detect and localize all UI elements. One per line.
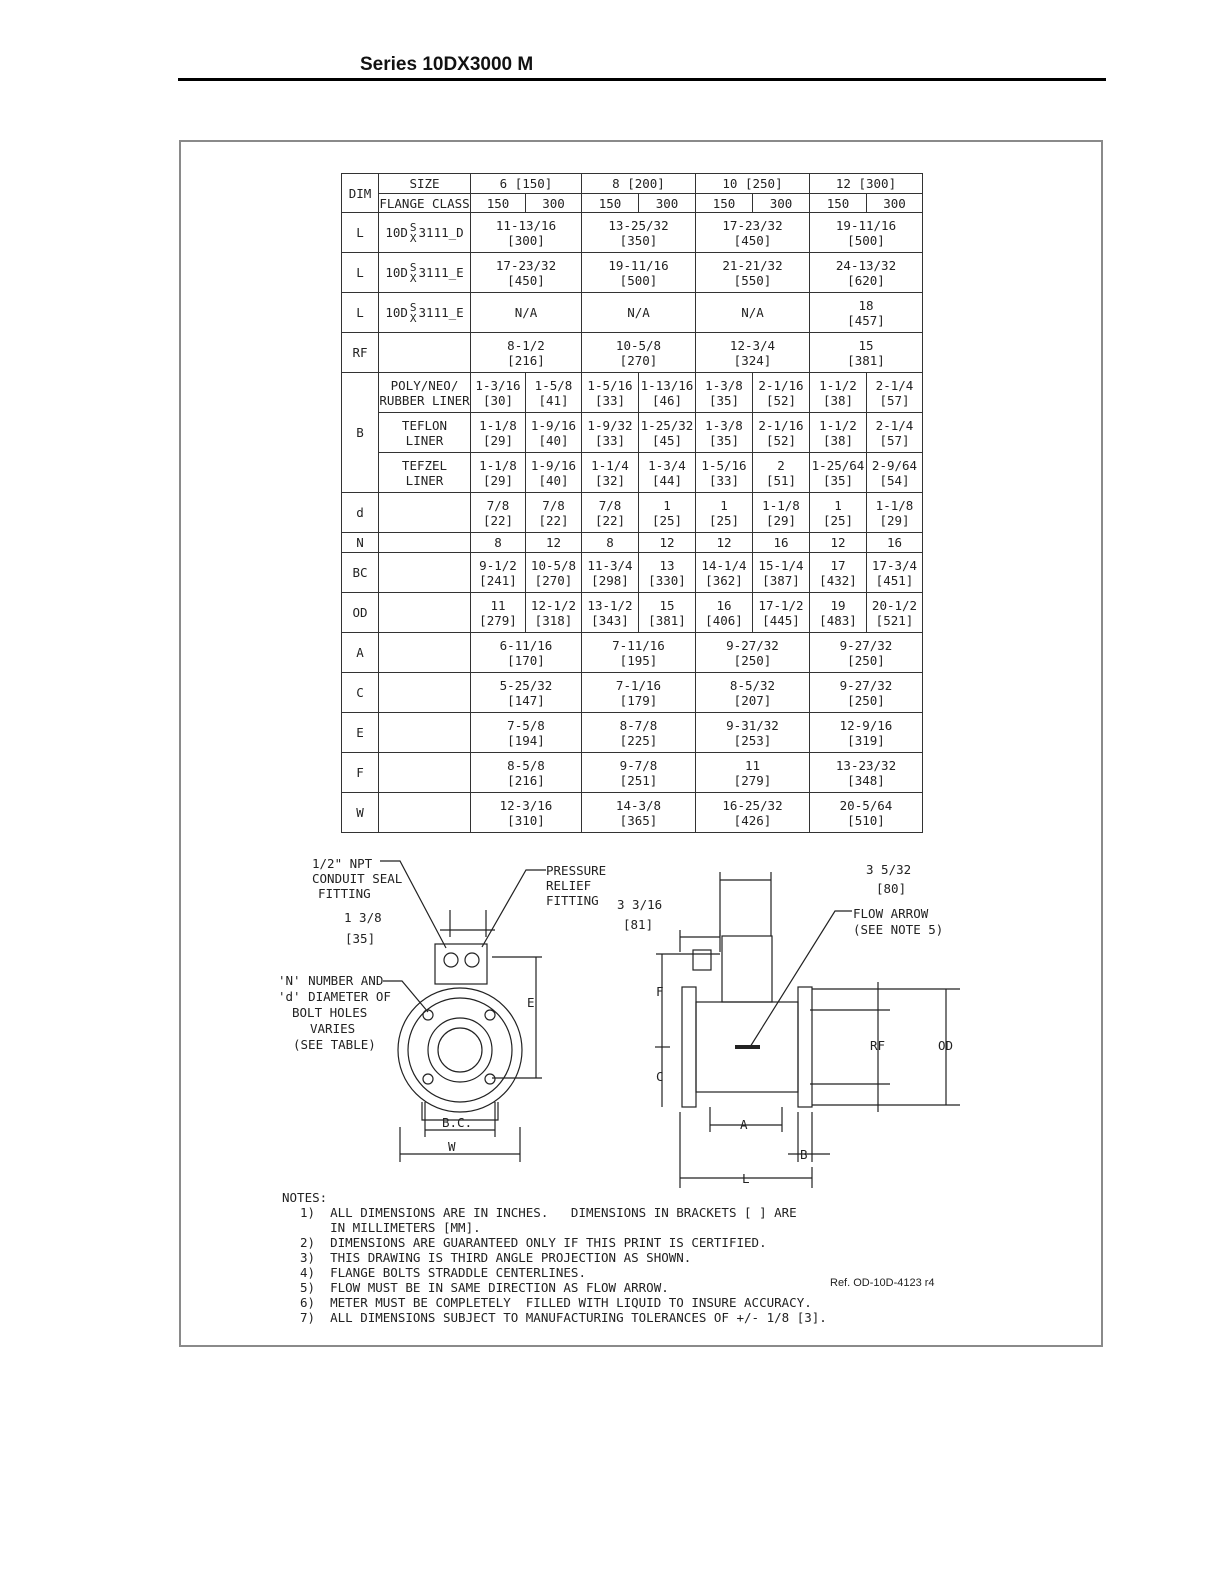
value-cell: 2-1/16 [52] xyxy=(753,373,810,413)
value-cell: 1-3/8 [35] xyxy=(696,373,753,413)
value-cell: 1-25/64 [35] xyxy=(810,453,867,493)
flange-class: 300 xyxy=(753,194,810,213)
value-cell: 13-25/32 [350] xyxy=(582,213,696,253)
value-cell: 11 [279] xyxy=(696,753,810,793)
value-cell: 9-31/32 [253] xyxy=(696,713,810,753)
svg-text:BOLT HOLES: BOLT HOLES xyxy=(292,1005,368,1020)
value-cell: 1-1/4 [32] xyxy=(582,453,639,493)
flange-class: 150 xyxy=(810,194,867,213)
value-cell: 8-5/8 [216] xyxy=(471,753,582,793)
model-suffix: 3111_E xyxy=(418,265,464,280)
value-cell: 12 xyxy=(810,533,867,553)
value-cell: 13-1/2 [343] xyxy=(582,593,639,633)
notes-block xyxy=(282,1190,827,1325)
blank-cell xyxy=(379,633,471,673)
value-cell: 19-11/16 [500] xyxy=(810,213,923,253)
value-cell: 1-5/16 [33] xyxy=(696,453,753,493)
value-cell: 20-5/64 [510] xyxy=(810,793,923,833)
value-cell: 9-27/32 [250] xyxy=(696,633,810,673)
flange-class: 300 xyxy=(867,194,923,213)
dimension-table xyxy=(341,173,923,833)
value-cell: 9-1/2 [241] xyxy=(471,553,526,593)
blank-cell xyxy=(379,553,471,593)
value-cell: 2-1/4 [57] xyxy=(867,373,923,413)
value-cell: 1-5/8 [41] xyxy=(526,373,582,413)
flange-left xyxy=(682,987,696,1107)
bolt-hole xyxy=(485,1074,495,1084)
model-x: X xyxy=(409,231,417,245)
svg-text:CONDUIT SEAL: CONDUIT SEAL xyxy=(312,871,403,886)
value-cell: 17-3/4 [451] xyxy=(867,553,923,593)
blank-cell xyxy=(379,593,471,633)
note-item: 1) ALL DIMENSIONS ARE IN INCHES. DIMENSIONS IN BRACKETS [ ] ARE xyxy=(300,1205,797,1220)
model-x: X xyxy=(409,311,417,325)
dim-header: DIM xyxy=(342,174,379,213)
dim-label: N xyxy=(342,533,379,553)
dim-label: W xyxy=(342,793,379,833)
electronics-housing xyxy=(722,936,772,1002)
value-cell: 17-23/32 [450] xyxy=(471,253,582,293)
value-cell: N/A xyxy=(582,293,696,333)
value-cell: 17 [432] xyxy=(810,553,867,593)
value-cell: 15-1/4 [387] xyxy=(753,553,810,593)
dim-B-label: B xyxy=(800,1147,808,1162)
dim-label: BC xyxy=(342,553,379,593)
value-cell: 12 xyxy=(639,533,696,553)
value-cell: 2-1/16 [52] xyxy=(753,413,810,453)
model-s: S xyxy=(409,220,417,234)
value-cell: 1-9/16 [40] xyxy=(526,453,582,493)
value-cell: 1-1/8 [29] xyxy=(471,413,526,453)
blank-cell xyxy=(379,753,471,793)
dim-3-3-16: 3 3/16 xyxy=(617,897,663,912)
value-cell: 14-1/4 [362] xyxy=(696,553,753,593)
model-prefix: 10D xyxy=(385,305,408,320)
size-12: 12 [300] xyxy=(810,174,923,194)
value-cell: 8-7/8 [225] xyxy=(582,713,696,753)
dim-F-label: F xyxy=(656,984,664,999)
note-item: 5) FLOW MUST BE IN SAME DIRECTION AS FLOW ARROW. xyxy=(300,1280,669,1295)
value-cell: 1-1/8 [29] xyxy=(753,493,810,533)
value-cell: 12 xyxy=(696,533,753,553)
header-rule xyxy=(178,78,1106,81)
value-cell: 1-9/16 [40] xyxy=(526,413,582,453)
value-cell: 12-3/16 [310] xyxy=(471,793,582,833)
value-cell: 7/8 [22] xyxy=(526,493,582,533)
model-suffix: 3111_D xyxy=(418,225,464,240)
value-cell: 8-1/2 [216] xyxy=(471,333,582,373)
flange-class: 300 xyxy=(639,194,696,213)
size-10: 10 [250] xyxy=(696,174,810,194)
blank-cell xyxy=(379,533,471,553)
value-cell: 13 [330] xyxy=(639,553,696,593)
conduit-seal-label: 1/2" NPT xyxy=(312,856,373,871)
value-cell: 1-1/2 [38] xyxy=(810,413,867,453)
svg-text:[35]: [35] xyxy=(345,931,376,946)
dim-label: A xyxy=(342,633,379,673)
blank-cell xyxy=(379,713,471,753)
value-cell: 18 [457] xyxy=(810,293,923,333)
model-prefix: 10D xyxy=(385,225,408,240)
pressure-relief-label: PRESSURE xyxy=(546,863,607,878)
flange-class: 150 xyxy=(471,194,526,213)
dim-label: RF xyxy=(342,333,379,373)
value-cell: 16 xyxy=(867,533,923,553)
flange-class: 300 xyxy=(526,194,582,213)
flange-class-header: FLANGE CLASS xyxy=(379,195,470,211)
svg-text:'d' DIAMETER OF: 'd' DIAMETER OF xyxy=(278,989,391,1004)
value-cell: 15 [381] xyxy=(639,593,696,633)
dim-RF-label: RF xyxy=(870,1038,886,1053)
blank-cell xyxy=(379,793,471,833)
value-cell: 9-7/8 [251] xyxy=(582,753,696,793)
value-cell: 16 [406] xyxy=(696,593,753,633)
value-cell: 6-11/16 [170] xyxy=(471,633,582,673)
value-cell: 8 xyxy=(471,533,526,553)
flange-right xyxy=(798,987,812,1107)
value-cell: 24-13/32 [620] xyxy=(810,253,923,293)
blank-cell xyxy=(379,493,471,533)
model-number xyxy=(379,253,471,293)
value-cell: 1 [25] xyxy=(696,493,753,533)
reference-number: Ref. OD-10D-4123 r4 xyxy=(830,1277,935,1289)
value-cell: 2-1/4 [57] xyxy=(867,413,923,453)
note-item: IN MILLIMETERS [MM]. xyxy=(300,1220,481,1235)
value-cell: 2 [51] xyxy=(753,453,810,493)
flange-class: 150 xyxy=(696,194,753,213)
value-cell: 19 [483] xyxy=(810,593,867,633)
dim-A-label: A xyxy=(740,1117,748,1132)
dim-1-3-8: 1 3/8 xyxy=(344,910,382,925)
value-cell: 16 xyxy=(753,533,810,553)
value-cell: 14-3/8 [365] xyxy=(582,793,696,833)
model-s: S xyxy=(409,260,417,274)
value-cell: 17-23/32 [450] xyxy=(696,213,810,253)
value-cell: 1-3/8 [35] xyxy=(696,413,753,453)
note-item: 4) FLANGE BOLTS STRADDLE CENTERLINES. xyxy=(300,1265,586,1280)
value-cell: 7-11/16 [195] xyxy=(582,633,696,673)
value-cell: 5-25/32 [147] xyxy=(471,673,582,713)
value-cell: 19-11/16 [500] xyxy=(582,253,696,293)
junction-box xyxy=(435,944,487,984)
svg-text:FITTING: FITTING xyxy=(318,886,371,901)
dim-L-label: L xyxy=(742,1171,750,1186)
value-cell: 16-25/32 [426] xyxy=(696,793,810,833)
value-cell: 1-25/32 [45] xyxy=(639,413,696,453)
value-cell: 21-21/32 [550] xyxy=(696,253,810,293)
note-item: 3) THIS DRAWING IS THIRD ANGLE PROJECTION AS SHOWN. xyxy=(300,1250,692,1265)
value-cell: 9-27/32 [250] xyxy=(810,673,923,713)
value-cell: 1-5/16 [33] xyxy=(582,373,639,413)
dim-label: C xyxy=(342,673,379,713)
value-cell: 10-5/8 [270] xyxy=(582,333,696,373)
model-prefix: 10D xyxy=(385,265,408,280)
value-cell: 11-3/4 [298] xyxy=(582,553,639,593)
value-cell: 7-1/16 [179] xyxy=(582,673,696,713)
dim-label: d xyxy=(342,493,379,533)
value-cell: 15 [381] xyxy=(810,333,923,373)
svg-text:(SEE NOTE 5): (SEE NOTE 5) xyxy=(853,922,944,937)
dim-label: OD xyxy=(342,593,379,633)
value-cell: 1-13/16 [46] xyxy=(639,373,696,413)
model-s: S xyxy=(409,300,417,314)
value-cell: 7-5/8 [194] xyxy=(471,713,582,753)
dim-label: E xyxy=(342,713,379,753)
value-cell: 12 xyxy=(526,533,582,553)
note-item: 2) DIMENSIONS ARE GUARANTEED ONLY IF THIS PRINT IS CERTIFIED. xyxy=(300,1235,767,1250)
value-cell: 11-13/16 [300] xyxy=(471,213,582,253)
model-suffix: 3111_E xyxy=(418,305,464,320)
dim-label: L xyxy=(342,253,379,293)
bolt-holes-label: 'N' NUMBER AND xyxy=(278,973,384,988)
dim-BC-label: B.C. xyxy=(442,1115,473,1130)
dim-label: F xyxy=(342,753,379,793)
value-cell: 7/8 [22] xyxy=(582,493,639,533)
model-number xyxy=(379,293,471,333)
bolt-hole xyxy=(423,1074,433,1084)
value-cell: 1-1/8 [29] xyxy=(867,493,923,533)
dim-label: B xyxy=(342,373,379,493)
size-8: 8 [200] xyxy=(582,174,696,194)
note-item: 7) ALL DIMENSIONS SUBJECT TO MANUFACTURING TOLERANCES OF +/- 1/8 [3]. xyxy=(300,1310,827,1325)
value-cell: 10-5/8 [270] xyxy=(526,553,582,593)
svg-text:RELIEF: RELIEF xyxy=(546,878,592,893)
bolt-hole xyxy=(485,1010,495,1020)
size-header: SIZE xyxy=(379,174,471,194)
dim-E-label: E xyxy=(527,995,535,1010)
flow-arrow-label: FLOW ARROW xyxy=(853,906,929,921)
value-cell: 1-1/2 [38] xyxy=(810,373,867,413)
note-item: 6) METER MUST BE COMPLETELY FILLED WITH LIQUID TO INSURE ACCURACY. xyxy=(300,1295,812,1310)
model-x: X xyxy=(409,271,417,285)
value-cell: 1-3/16 [30] xyxy=(471,373,526,413)
value-cell: 13-23/32 [348] xyxy=(810,753,923,793)
liner-label: TEFLON LINER xyxy=(379,413,471,453)
dim-W-label: W xyxy=(448,1139,456,1154)
liner-label: TEFZEL LINER xyxy=(379,453,471,493)
liner-label: POLY/NEO/ RUBBER LINER xyxy=(379,373,471,413)
value-cell: 1-3/4 [44] xyxy=(639,453,696,493)
value-cell: 8 xyxy=(582,533,639,553)
value-cell: 7/8 [22] xyxy=(471,493,526,533)
dim-label: L xyxy=(342,213,379,253)
blank-cell xyxy=(379,333,471,373)
value-cell: 20-1/2 [521] xyxy=(867,593,923,633)
dim-label: L xyxy=(342,293,379,333)
value-cell: 12-9/16 [319] xyxy=(810,713,923,753)
value-cell: 1 [25] xyxy=(639,493,696,533)
value-cell: 11 [279] xyxy=(471,593,526,633)
svg-text:[80]: [80] xyxy=(876,881,907,896)
dim-C-label: C xyxy=(656,1069,664,1084)
model-number xyxy=(379,213,471,253)
notes-title: NOTES: xyxy=(282,1190,328,1205)
value-cell: 1-9/32 [33] xyxy=(582,413,639,453)
dim-3-5-32: 3 5/32 xyxy=(866,862,912,877)
value-cell: 2-9/64 [54] xyxy=(867,453,923,493)
page-title: Series 10DX3000 M xyxy=(360,54,534,75)
svg-text:(SEE TABLE): (SEE TABLE) xyxy=(293,1037,376,1052)
flange-outline xyxy=(398,988,522,1112)
dim-OD-label: OD xyxy=(938,1038,954,1053)
value-cell: 12-1/2 [318] xyxy=(526,593,582,633)
size-6: 6 [150] xyxy=(471,174,582,194)
meter-dimension-drawing xyxy=(250,852,970,1192)
svg-text:[81]: [81] xyxy=(623,917,654,932)
value-cell: 12-3/4 [324] xyxy=(696,333,810,373)
value-cell: N/A xyxy=(471,293,582,333)
value-cell: 1 [25] xyxy=(810,493,867,533)
value-cell: 9-27/32 [250] xyxy=(810,633,923,673)
value-cell: 17-1/2 [445] xyxy=(753,593,810,633)
svg-text:FITTING: FITTING xyxy=(546,893,599,908)
blank-cell xyxy=(379,673,471,713)
value-cell: N/A xyxy=(696,293,810,333)
value-cell: 8-5/32 [207] xyxy=(696,673,810,713)
value-cell: 1-1/8 [29] xyxy=(471,453,526,493)
flange-class: 150 xyxy=(582,194,639,213)
svg-text:VARIES: VARIES xyxy=(310,1021,356,1036)
